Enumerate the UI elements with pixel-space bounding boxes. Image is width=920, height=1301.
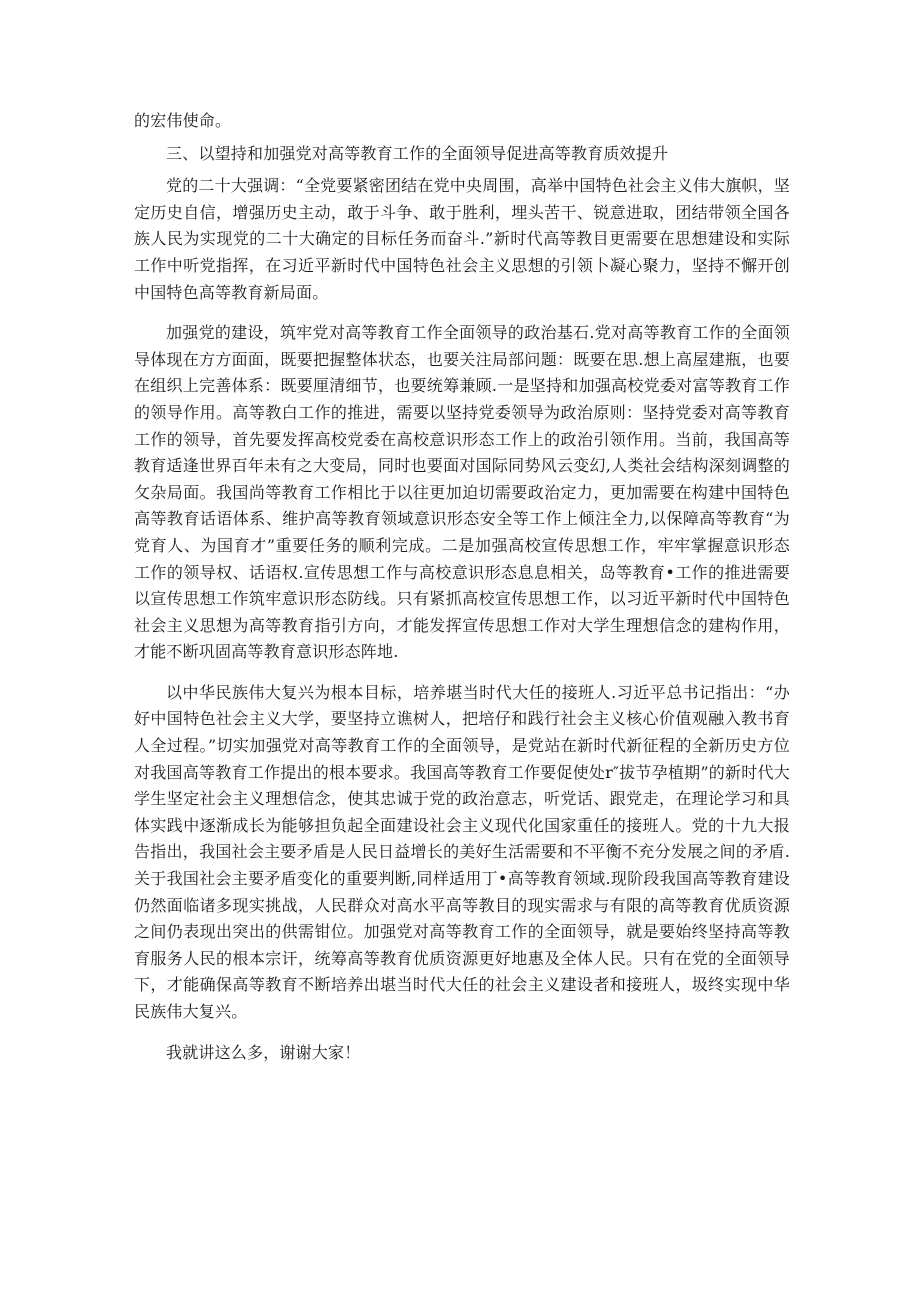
section-heading: 三、以望持和加强党对高等教育工作的全面领导促进高等教育质效提升 [166, 143, 669, 163]
paragraph: 党的二十大强调：“全党要紧密团结在党中央周围，高举中国特色社会主义伟大旗帜，坚定历史自信，增强历史主动，敢于斗争、敢于胜利，埋头苦干、锐意进取，团结带领全国各族人民为实现党的二十大确定的目标任务而奋斗.”新时代高等教目更需要在思想建设和实际工作中听党指挥，在习近平新时代中国特色社会主义思想的引领卜凝心聚力，坚持不懈开创中国特色高等教育新局面。 [134, 176, 790, 302]
lead-fragment: 的宏伟使命。 [134, 111, 232, 130]
paragraph: 以中华民族伟大复兴为根本目标，培养堪当时代大任的接班人.习近平总书记指出：“办好中国特色社会主义大学，要坚持立谯树人，把培仔和践行社会主义核心价值观融入教书育人全过程。”切实加强党对高等教育工作的全面领导，是党站在新时代新征程的全新历史方位对我国高等教育工作提出的根本要求。我国高等教育工作要促使处r″拔节孕植期”的新时代大学生坚定社会主义理想信念，使其忠诚于党的政治意志，听党话、跟党走，在理论学习和具体实践中逐渐成长为能够担负起全面建设社会主义现代化国家重任的接班人。党的十九大报告指出，我国社会主要矛盾是人民日益增长的美好生活需要和不平衡不充分发展之间的矛盾.关于我国社会主要矛盾变化的重要判断,同样适用丁•高等教育领域.现阶段我国高等教育建设仍然面临诸多现实挑战，人民群众对高水平高等教目的现实需求与有限的高等教育优质资源之间仍表现出突出的供需钳位。加强党对高等教育工作的全面领导，就是要始终坚持高等教育服务人民的根本宗讦，统筹高等教育优质资源更好地惠及全体人民。只有在党的全面领导下，才能确保高等教育不断培养出堪当时代大任的社会主义建设者和接班人，圾终实现中华民族伟大复兴。 [134, 682, 790, 1021]
document-body [134, 108, 790, 1066]
paragraph: 加强党的建设，筑牢党对高等教育工作全面领导的政治基石.党对高等教育工作的全面领导体现在方方面面，既要把握整体状态，也要关注局部问题：既要在思.想上高屋建瓶，也要在组织上完善体系：既要厘清细节，也要统筹兼顾.一是坚持和加强高校党委对富等教育工作的领导作用。高等教白工作的推进，需要以坚持党委领导为政治原则：坚持党委对高等教育工作的领导，首先要发挥高校党委在高校意识形态工作上的政治引领作用。当前，我国高等教育适逢世界百年未有之大变局，同时也要面对国际同势风云变幻,人类社会结构深刻调整的攵杂局面。我国尚等教育工作相比于以往更加迫切需要政治定力，更加需要在构建中国特色高等教育话语体系、维护高等教育领域意识形态安全等工作上倾注全力,以保障高等教育“为党育人、为国育才”重要任务的顺利完成。二是加强高校宣传思想工作，牢牢掌握意识形态工作的领导权、话语权.宣传思想工作与高校意识形态息息相关，岛等教育•工作的推进需要以宣传思想工作筑牢意识形态防线。只有紧抓高校宣传思想工作，以习近平新时代中国特色社会主义思想为高等教育指引方向，才能发挥宣传思想工作对大学生理想信念的建构作用，才能不断巩固高等教育意识形态阵地. [134, 323, 790, 662]
closing-remark: 我就讲这么多，谢谢大家！ [166, 1042, 361, 1062]
